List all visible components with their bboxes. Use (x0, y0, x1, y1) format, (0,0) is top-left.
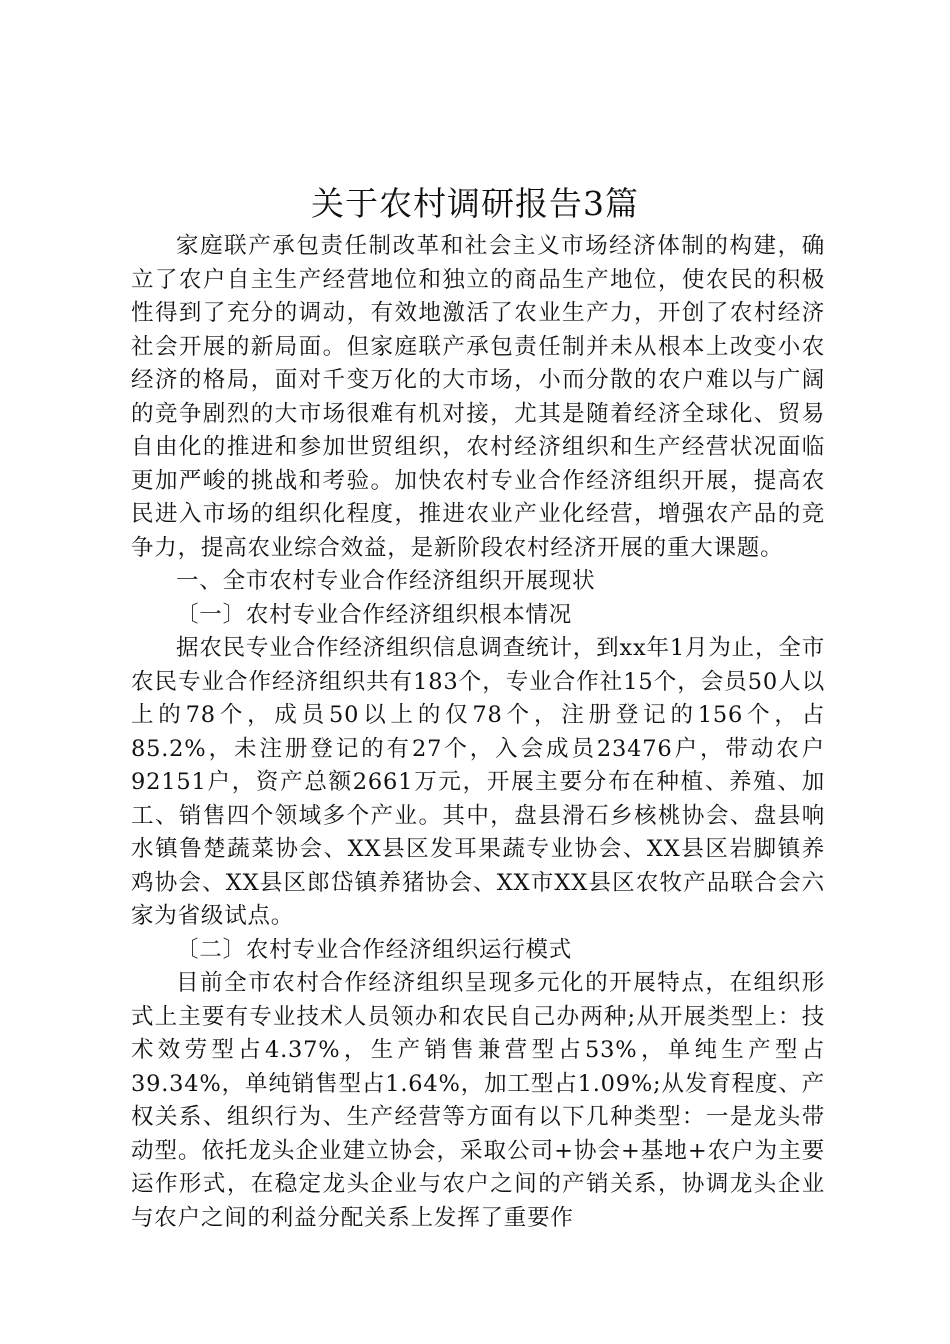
operation-modes-paragraph: 目前全市农村合作经济组织呈现多元化的开展特点，在组织形式上主要有专业技术人员领办和农民自己办两种;从开展类型上：技术效劳型占4.37%，生产销售兼营型占53%，单纯生产型占39.34%，单纯销售型占1.64%，加工型占1.09%;从发育程度、产权关系、组织行为、生产经营等方面有以下几种类型：一是龙头带动型。依托龙头企业建立协会，采取公司+协会+基地+农户为主要运作形式，在稳定龙头企业与农户之间的产销关系，协调龙头企业与农户之间的利益分配关系上发挥了重要作 (131, 970, 825, 1231)
subsection-heading: 〔二〕农村专业合作经济组织运行模式 (176, 936, 573, 963)
intro-paragraph: 家庭联产承包责任制改革和社会主义市场经济体制的构建，确立了农户自主生产经营地位和独立的商品生产地位，使农民的积极性得到了充分的调动，有效地激活了农业生产力，开创了农村经济社会开展的新局面。但家庭联产承包责任制并未从根本上改变小农经济的格局，面对千变万化的大市场，小而分散的农户难以与广阔的竞争剧烈的大市场很难有机对接，尤其是随着经济全球化、贸易自由化的推进和参加世贸组织，农村经济组织和生产经营状况面临更加严峻的挑战和考验。加快农村专业合作经济组织开展，提高农民进入市场的组织化程度，推进农业产业化经营，增强农产品的竞争力，提高农业综合效益，是新阶段农村经济开展的重大课题。 (131, 233, 825, 561)
document-title: 关于农村调研报告3篇 (311, 184, 639, 223)
document-body (131, 230, 825, 1235)
statistics-paragraph: 据农民专业合作经济组织信息调查统计，到xx年1月为止，全市农民专业合作经济组织共有183个，专业合作社15个，会员50人以上的78个，成员50以上的仅78个，注册登记的156个，占85.2%，未注册登记的有27个，入会成员23476户，带动农户92151户，资产总额2661万元，开展主要分布在种植、养殖、加工、销售四个领域多个产业。其中，盘县滑石乡核桃协会、盘县响水镇鲁楚蔬菜协会、XX县区发耳果蔬专业协会、XX县区岩脚镇养鸡协会、XX县区郎岱镇养猪协会、XX市XX县区农牧产品联合会六家为省级试点。 (131, 635, 825, 929)
section-heading: 一、全市农村专业合作经济组织开展现状 (176, 568, 596, 594)
subsection-heading: 〔一〕农村专业合作经济组织根本情况 (176, 601, 573, 628)
